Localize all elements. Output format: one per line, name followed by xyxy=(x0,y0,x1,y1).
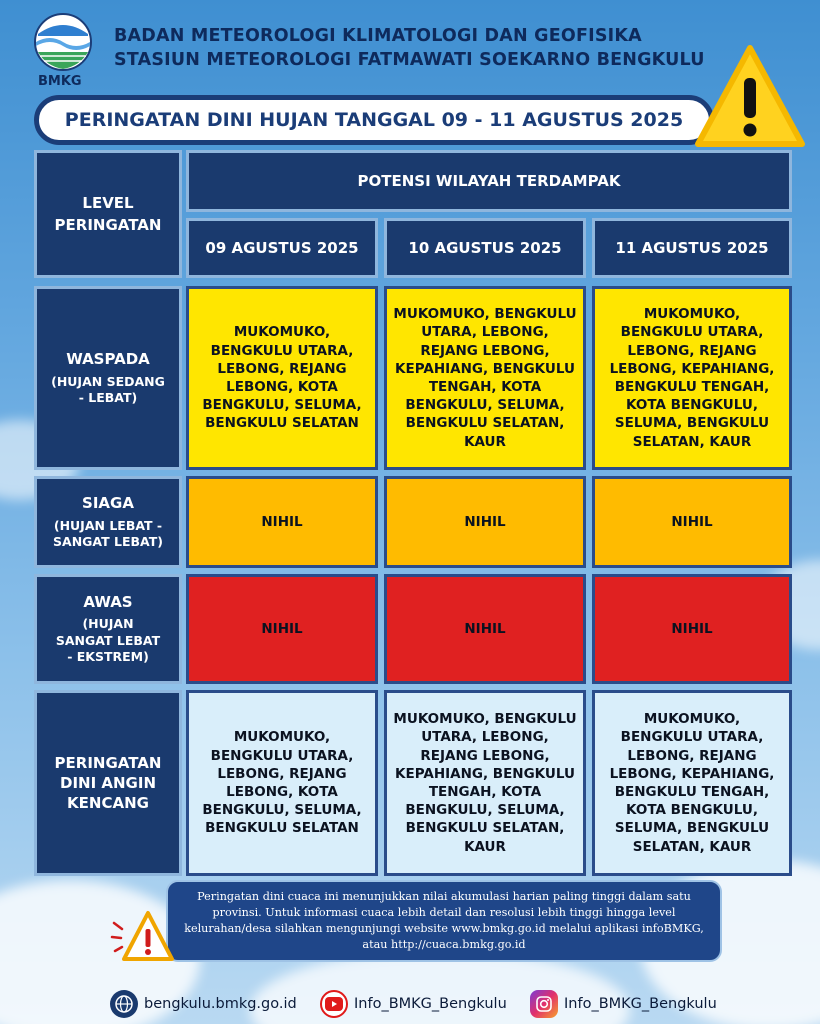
website-link[interactable]: bengkulu.bmkg.go.id xyxy=(144,996,297,1012)
level-header-label: LEVEL PERINGATAN xyxy=(54,193,162,234)
angin-day2-cell: MUKOMUKO, BENGKULU UTARA, LEBONG, REJANG LEBONG, KEPAHIANG, BENGKULU TENGAH, KOTA BENGKULU, SELUMA, BENGKULU SELATAN, KAUR xyxy=(384,690,586,876)
small-warning-icon xyxy=(110,905,176,967)
date-header-1: 09 AGUSTUS 2025 xyxy=(186,218,378,278)
warning-icon xyxy=(694,42,806,152)
disclaimer-note: Peringatan dini cuaca ini menunjukkan nilai akumulasi harian paling tinggi dalam satu provinsi. Untuk informasi cuaca lebih detail dan resolusi lebih tinggi hingga level kelurahan/desa silahkan mengunjungi website www.bmkg.go.id melalui aplikasi infoBMKG, atau http://cuaca.bmkg.go.id xyxy=(166,880,722,962)
level-awas: AWAS (HUJAN SANGAT LEBAT - EKSTREM) xyxy=(34,574,182,684)
siaga-day2-cell: NIHIL xyxy=(384,476,586,568)
youtube-icon xyxy=(320,990,348,1018)
date-header-2: 10 AGUSTUS 2025 xyxy=(384,218,586,278)
awas-day1-cell: NIHIL xyxy=(186,574,378,684)
waspada-day2-cell: MUKOMUKO, BENGKULU UTARA, LEBONG, REJANG LEBONG, KEPAHIANG, BENGKULU TENGAH, KOTA BENGKULU, SELUMA, BENGKULU SELATAN, KAUR xyxy=(384,286,586,470)
angin-day3-cell: MUKOMUKO, BENGKULU UTARA, LEBONG, REJANG LEBONG, KEPAHIANG, BENGKULU TENGAH, KOTA BENGKULU, SELUMA, BENGKULU SELATAN, KAUR xyxy=(592,690,792,876)
awas-day3-cell: NIHIL xyxy=(592,574,792,684)
level-waspada: WASPADA (HUJAN SEDANG - LEBAT) xyxy=(34,286,182,470)
level-header xyxy=(34,150,182,278)
date-header-3: 11 AGUSTUS 2025 xyxy=(592,218,792,278)
waspada-day1-cell: MUKOMUKO, BENGKULU UTARA, LEBONG, REJANG LEBONG, KOTA BENGKULU, SELUMA, BENGKULU SELATAN xyxy=(186,286,378,470)
footer-youtube[interactable] xyxy=(320,990,507,1018)
instagram-icon xyxy=(530,990,558,1018)
org-name: BADAN METEOROLOGI KLIMATOLOGI DAN GEOFISIKA xyxy=(114,26,642,46)
globe-icon xyxy=(110,990,138,1018)
awas-day2-cell: NIHIL xyxy=(384,574,586,684)
footer-website[interactable] xyxy=(110,990,297,1018)
level-siaga: SIAGA (HUJAN LEBAT - SANGAT LEBAT) xyxy=(34,476,182,568)
angin-day1-cell: MUKOMUKO, BENGKULU UTARA, LEBONG, REJANG LEBONG, KOTA BENGKULU, SELUMA, BENGKULU SELATAN xyxy=(186,690,378,876)
impact-area-header: POTENSI WILAYAH TERDAMPAK xyxy=(186,150,792,212)
level-angin-kencang: PERINGATAN DINI ANGIN KENCANG xyxy=(34,690,182,876)
instagram-handle[interactable]: Info_BMKG_Bengkulu xyxy=(564,996,717,1012)
logo-text: BMKG xyxy=(38,74,82,89)
waspada-day3-cell: MUKOMUKO, BENGKULU UTARA, LEBONG, REJANG LEBONG, KEPAHIANG, BENGKULU TENGAH, KOTA BENGKULU, SELUMA, BENGKULU SELATAN, KAUR xyxy=(592,286,792,470)
page-title: PERINGATAN DINI HUJAN TANGGAL 09 - 11 AGUSTUS 2025 xyxy=(34,95,714,145)
footer-instagram[interactable] xyxy=(530,990,717,1018)
station-name: STASIUN METEOROLOGI FATMAWATI SOEKARNO BENGKULU xyxy=(114,50,705,70)
youtube-handle[interactable]: Info_BMKG_Bengkulu xyxy=(354,996,507,1012)
siaga-day3-cell: NIHIL xyxy=(592,476,792,568)
siaga-day1-cell: NIHIL xyxy=(186,476,378,568)
